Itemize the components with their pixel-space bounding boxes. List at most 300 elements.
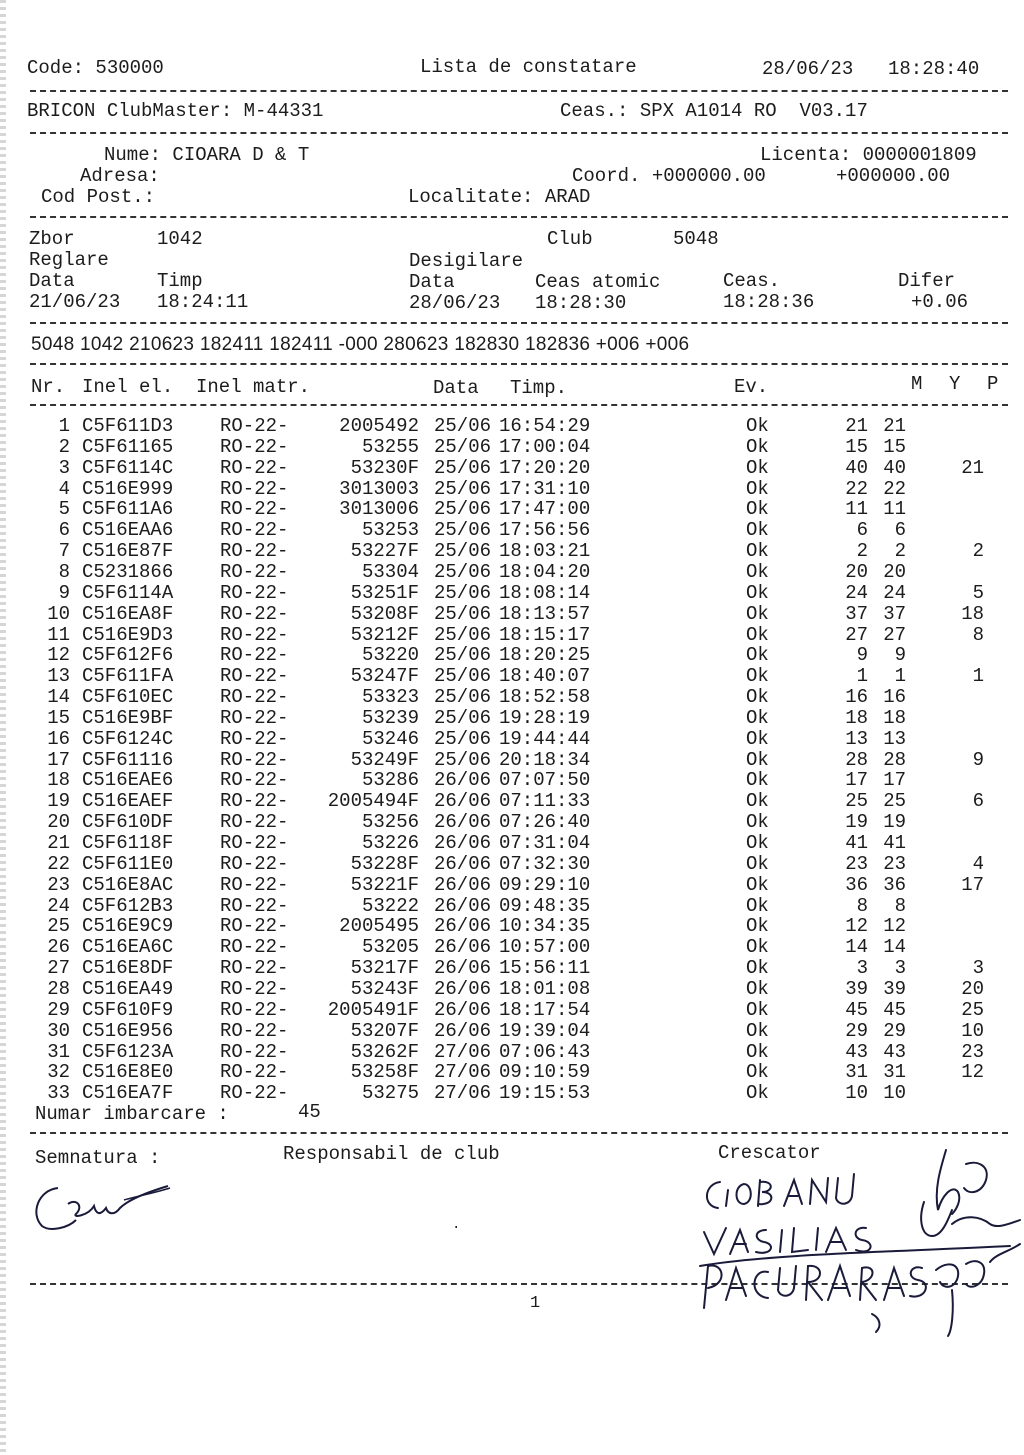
cell-nr: 11 xyxy=(47,623,70,646)
cell-ev: Ok xyxy=(746,977,769,1000)
cell-m: 17 xyxy=(845,769,868,792)
cell-data: 25/06 xyxy=(434,748,492,771)
cell-data: 26/06 xyxy=(434,977,492,1000)
cell-nr: 7 xyxy=(58,540,70,563)
table-row xyxy=(0,416,1024,437)
cell-timp: 19:28:19 xyxy=(499,706,591,729)
cell-inel-matr: 2005495 xyxy=(339,915,419,938)
atomic-clock-time: 18:28:30 xyxy=(535,292,627,314)
cell-ev: Ok xyxy=(746,1040,769,1063)
cell-ev: Ok xyxy=(746,644,769,667)
cell-y: 39 xyxy=(883,977,906,1000)
cell-m: 8 xyxy=(856,894,868,917)
cell-inel-el: C5F6123A xyxy=(82,1040,174,1063)
table-row xyxy=(0,708,1024,729)
cell-ev: Ok xyxy=(746,602,769,625)
cell-m: 13 xyxy=(845,727,868,750)
cell-timp: 19:39:04 xyxy=(499,1019,591,1042)
cell-nr: 28 xyxy=(47,977,70,1000)
table-row xyxy=(0,1042,1024,1063)
cell-ev: Ok xyxy=(746,832,769,854)
cell-inel-el: C5F6114C xyxy=(82,456,174,479)
cell-nr: 12 xyxy=(47,644,70,667)
difference-label: Difer xyxy=(898,270,956,292)
cell-y: 3 xyxy=(894,957,906,980)
cell-y: 43 xyxy=(883,1040,906,1063)
cell-ev: Ok xyxy=(746,706,769,729)
cell-ev: Ok xyxy=(746,811,769,834)
cell-inel-matr: 53212F xyxy=(350,623,419,646)
cell-y: 2 xyxy=(894,540,906,563)
cell-y: 24 xyxy=(883,581,906,604)
cell-nr: 33 xyxy=(47,1082,70,1105)
cell-ring-prefix: RO-22- xyxy=(220,957,289,980)
cell-ev: Ok xyxy=(746,894,769,917)
address-label: Adresa: xyxy=(80,165,160,187)
cell-inel-matr: 53228F xyxy=(350,852,419,875)
cell-y: 1 xyxy=(894,665,906,688)
cell-p: 10 xyxy=(961,1019,984,1042)
table-row xyxy=(0,583,1024,604)
cell-ring-prefix: RO-22- xyxy=(220,811,289,834)
table-row xyxy=(0,791,1024,812)
cell-y: 31 xyxy=(883,1061,906,1084)
cell-nr: 23 xyxy=(47,873,70,896)
table-row xyxy=(0,499,1024,520)
cell-ev: Ok xyxy=(746,936,769,959)
cell-p: 18 xyxy=(961,602,984,625)
cell-inel-el: C516EA6C xyxy=(82,936,174,959)
cell-inel-matr: 53262F xyxy=(350,1040,419,1063)
cell-inel-el: C5F6124C xyxy=(82,727,174,750)
cell-nr: 15 xyxy=(47,706,70,729)
cell-ring-prefix: RO-22- xyxy=(220,977,289,1000)
cell-inel-el: C516EAE6 xyxy=(82,769,174,792)
cell-m: 43 xyxy=(845,1040,868,1063)
cell-m: 1 xyxy=(856,665,868,688)
cell-inel-el: C516E8E0 xyxy=(82,1061,174,1084)
table-row xyxy=(0,437,1024,458)
cell-timp: 17:56:56 xyxy=(499,519,591,542)
cell-m: 39 xyxy=(845,977,868,1000)
cell-ev: Ok xyxy=(746,790,769,813)
cell-ring-prefix: RO-22- xyxy=(220,894,289,917)
table-row xyxy=(0,958,1024,979)
table-row xyxy=(0,562,1024,583)
cell-ring-prefix: RO-22- xyxy=(220,477,289,500)
cell-y: 22 xyxy=(883,477,906,500)
cell-nr: 6 xyxy=(58,519,70,542)
cell-data: 25/06 xyxy=(434,706,492,729)
cell-m: 10 xyxy=(845,1082,868,1105)
cell-inel-matr: 53258F xyxy=(350,1061,419,1084)
cell-ev: Ok xyxy=(746,1061,769,1084)
col-timp: Timp. xyxy=(510,377,568,399)
cell-y: 45 xyxy=(883,998,906,1021)
cell-ring-prefix: RO-22- xyxy=(220,727,289,750)
divider xyxy=(30,132,1008,134)
cell-m: 9 xyxy=(856,644,868,667)
cell-data: 26/06 xyxy=(434,811,492,834)
table-row xyxy=(0,1083,1024,1104)
cell-data: 26/06 xyxy=(434,832,492,854)
cell-inel-matr: 53253 xyxy=(361,519,419,542)
cell-inel-matr: 53205 xyxy=(361,936,419,959)
cell-m: 15 xyxy=(845,435,868,458)
cell-ev: Ok xyxy=(746,623,769,646)
cell-timp: 19:15:53 xyxy=(499,1082,591,1105)
cell-nr: 19 xyxy=(47,790,70,813)
cell-ev: Ok xyxy=(746,498,769,521)
cell-timp: 15:56:11 xyxy=(499,957,591,980)
difference-value: +0.06 xyxy=(911,291,969,313)
desigilare-date: 28/06/23 xyxy=(409,292,501,314)
cell-m: 45 xyxy=(845,998,868,1021)
dot-mark: · xyxy=(452,1220,461,1236)
cell-ev: Ok xyxy=(746,957,769,980)
cell-y: 41 xyxy=(883,832,906,854)
cell-p: 2 xyxy=(972,540,984,563)
cell-ring-prefix: RO-22- xyxy=(220,790,289,813)
cell-inel-matr: 3013003 xyxy=(339,477,419,500)
cell-nr: 29 xyxy=(47,998,70,1021)
breeder-label: Crescator xyxy=(718,1142,821,1164)
cell-y: 19 xyxy=(883,811,906,834)
cell-ring-prefix: RO-22- xyxy=(220,1061,289,1084)
divider xyxy=(30,363,1008,365)
cell-y: 28 xyxy=(883,748,906,771)
cell-timp: 07:32:30 xyxy=(499,852,591,875)
cell-y: 21 xyxy=(883,415,906,437)
cell-m: 23 xyxy=(845,852,868,875)
cell-y: 9 xyxy=(894,644,906,667)
cell-timp: 07:06:43 xyxy=(499,1040,591,1063)
divider xyxy=(30,216,1008,218)
cell-m: 40 xyxy=(845,456,868,479)
table-row xyxy=(0,625,1024,646)
cell-nr: 1 xyxy=(58,415,70,437)
cell-timp: 17:00:04 xyxy=(499,435,591,458)
cell-ring-prefix: RO-22- xyxy=(220,581,289,604)
cell-m: 19 xyxy=(845,811,868,834)
table-row xyxy=(0,687,1024,708)
cell-m: 27 xyxy=(845,623,868,646)
table-row xyxy=(0,645,1024,666)
cell-timp: 18:08:14 xyxy=(499,581,591,604)
cell-m: 36 xyxy=(845,873,868,896)
cell-inel-matr: 53230F xyxy=(350,456,419,479)
cell-ev: Ok xyxy=(746,998,769,1021)
cell-p: 3 xyxy=(972,957,984,980)
cell-inel-el: C516E87F xyxy=(82,540,174,563)
cell-inel-matr: 53243F xyxy=(350,977,419,1000)
club-label: Club xyxy=(547,228,593,250)
cell-timp: 17:47:00 xyxy=(499,498,591,521)
clock-label: Ceas. xyxy=(723,270,781,292)
cell-inel-el: C5F610F9 xyxy=(82,998,174,1021)
cell-ev: Ok xyxy=(746,519,769,542)
cell-ev: Ok xyxy=(746,560,769,583)
cell-data: 26/06 xyxy=(434,936,492,959)
cell-m: 2 xyxy=(856,540,868,563)
cell-data: 26/06 xyxy=(434,1019,492,1042)
breeder-signatures-image xyxy=(690,1140,1024,1340)
cell-inel-matr: 53207F xyxy=(350,1019,419,1042)
cell-m: 37 xyxy=(845,602,868,625)
cell-y: 8 xyxy=(894,894,906,917)
cell-inel-matr: 53239 xyxy=(361,706,419,729)
cell-ev: Ok xyxy=(746,415,769,437)
cell-ev: Ok xyxy=(746,915,769,938)
cell-y: 23 xyxy=(883,852,906,875)
cell-m: 28 xyxy=(845,748,868,771)
cell-timp: 09:10:59 xyxy=(499,1061,591,1084)
cell-nr: 9 xyxy=(58,581,70,604)
cell-m: 41 xyxy=(845,832,868,854)
cell-inel-el: C5F611FA xyxy=(82,665,174,688)
cell-inel-matr: 53275 xyxy=(361,1082,419,1105)
clock-id: Ceas.: SPX A1014 RO V03.17 xyxy=(560,100,868,122)
cell-inel-matr: 53246 xyxy=(361,727,419,750)
table-row xyxy=(0,1021,1024,1042)
cell-data: 25/06 xyxy=(434,581,492,604)
cell-inel-el: C5F612F6 xyxy=(82,644,174,667)
cell-m: 24 xyxy=(845,581,868,604)
cell-inel-el: C516EAA6 xyxy=(82,519,174,542)
cell-inel-el: C5F61165 xyxy=(82,435,174,458)
cell-p: 5 xyxy=(972,581,984,604)
desigilare-data-label: Data xyxy=(409,271,455,293)
cell-inel-el: C516E999 xyxy=(82,477,174,500)
cell-timp: 17:31:10 xyxy=(499,477,591,500)
cell-data: 25/06 xyxy=(434,477,492,500)
header-time: 18:28:40 xyxy=(888,58,980,80)
cell-inel-el: C516E9C9 xyxy=(82,915,174,938)
cell-nr: 18 xyxy=(47,769,70,792)
table-row xyxy=(0,666,1024,687)
cell-data: 27/06 xyxy=(434,1040,492,1063)
clock-time: 18:28:36 xyxy=(723,291,815,313)
cell-nr: 14 xyxy=(47,686,70,709)
cell-data: 25/06 xyxy=(434,560,492,583)
cell-data: 27/06 xyxy=(434,1082,492,1105)
cell-timp: 20:18:34 xyxy=(499,748,591,771)
cell-y: 37 xyxy=(883,602,906,625)
table-row xyxy=(0,479,1024,500)
cell-m: 3 xyxy=(856,957,868,980)
cell-ev: Ok xyxy=(746,477,769,500)
cell-ev: Ok xyxy=(746,1019,769,1042)
cell-nr: 31 xyxy=(47,1040,70,1063)
cell-data: 26/06 xyxy=(434,957,492,980)
cell-timp: 10:57:00 xyxy=(499,936,591,959)
cell-data: 25/06 xyxy=(434,644,492,667)
cell-timp: 18:17:54 xyxy=(499,998,591,1021)
cell-ring-prefix: RO-22- xyxy=(220,602,289,625)
cell-ev: Ok xyxy=(746,748,769,771)
cell-nr: 3 xyxy=(58,456,70,479)
cell-ev: Ok xyxy=(746,581,769,604)
cell-ev: Ok xyxy=(746,769,769,792)
cell-data: 27/06 xyxy=(434,1061,492,1084)
cell-p: 20 xyxy=(961,977,984,1000)
cell-timp: 18:13:57 xyxy=(499,602,591,625)
cell-inel-el: C516E8AC xyxy=(82,873,174,896)
cell-y: 27 xyxy=(883,623,906,646)
cell-data: 25/06 xyxy=(434,686,492,709)
cell-data: 25/06 xyxy=(434,456,492,479)
cell-inel-matr: 53323 xyxy=(361,686,419,709)
cell-m: 6 xyxy=(856,519,868,542)
cell-inel-matr: 53227F xyxy=(350,540,419,563)
cell-m: 14 xyxy=(845,936,868,959)
cell-ring-prefix: RO-22- xyxy=(220,832,289,854)
cell-nr: 13 xyxy=(47,665,70,688)
cell-inel-matr: 2005494F xyxy=(327,790,419,813)
left-signature-image xyxy=(28,1170,178,1240)
table-row xyxy=(0,458,1024,479)
reglare-time: 18:24:11 xyxy=(157,291,249,313)
cell-nr: 21 xyxy=(47,832,70,854)
boarded-count-label: Numar imbarcare : xyxy=(35,1103,229,1125)
cell-inel-el: C5F612B3 xyxy=(82,894,174,917)
cell-nr: 20 xyxy=(47,811,70,834)
table-row xyxy=(0,916,1024,937)
cell-nr: 26 xyxy=(47,936,70,959)
cell-inel-matr: 53221F xyxy=(350,873,419,896)
col-inel-matr: Inel matr. xyxy=(196,376,311,398)
document-title: Lista de constatare xyxy=(420,56,637,78)
table-row xyxy=(0,875,1024,896)
reglare-timp-label: Timp xyxy=(157,270,203,292)
cell-inel-matr: 53249F xyxy=(350,748,419,771)
cell-y: 36 xyxy=(883,873,906,896)
cell-inel-matr: 53208F xyxy=(350,602,419,625)
cell-data: 25/06 xyxy=(434,519,492,542)
cell-ring-prefix: RO-22- xyxy=(220,769,289,792)
table-row xyxy=(0,854,1024,875)
cell-inel-matr: 53251F xyxy=(350,581,419,604)
divider xyxy=(30,1132,1008,1134)
divider xyxy=(30,322,1008,324)
table-row xyxy=(0,1000,1024,1021)
cell-y: 25 xyxy=(883,790,906,813)
cell-ring-prefix: RO-22- xyxy=(220,852,289,875)
table-row xyxy=(0,604,1024,625)
cell-data: 26/06 xyxy=(434,790,492,813)
cell-p: 8 xyxy=(972,623,984,646)
cell-timp: 18:20:25 xyxy=(499,644,591,667)
cell-y: 13 xyxy=(883,727,906,750)
cell-y: 6 xyxy=(894,519,906,542)
col-m: M xyxy=(911,373,923,395)
cell-ev: Ok xyxy=(746,665,769,688)
summary-code-line: 5048 1042 210623 182411 182411 -000 280623 182830 182836 +006 +006 xyxy=(31,334,690,355)
cell-p: 6 xyxy=(972,790,984,813)
cell-m: 18 xyxy=(845,706,868,729)
cell-ring-prefix: RO-22- xyxy=(220,435,289,458)
cell-inel-matr: 53304 xyxy=(361,560,419,583)
desigilare-label: Desigilare xyxy=(409,250,524,272)
cell-ring-prefix: RO-22- xyxy=(220,748,289,771)
cell-timp: 18:52:58 xyxy=(499,686,591,709)
cell-inel-el: C516E956 xyxy=(82,1019,174,1042)
cell-y: 15 xyxy=(883,435,906,458)
col-nr: Nr. xyxy=(31,376,66,398)
table-row xyxy=(0,937,1024,958)
page-number: 1 xyxy=(530,1294,541,1313)
club-responsible-label: Responsabil de club xyxy=(283,1143,500,1165)
reglare-label: Reglare xyxy=(29,249,109,271)
cell-m: 25 xyxy=(845,790,868,813)
cell-data: 25/06 xyxy=(434,415,492,437)
flight-number: 1042 xyxy=(157,228,203,250)
club-number: 5048 xyxy=(673,228,719,250)
cell-y: 18 xyxy=(883,706,906,729)
signature-label: Semnatura : xyxy=(35,1147,161,1169)
cell-p: 12 xyxy=(961,1061,984,1084)
cell-y: 17 xyxy=(883,769,906,792)
cell-ev: Ok xyxy=(746,435,769,458)
cell-timp: 16:54:29 xyxy=(499,415,591,437)
cell-ring-prefix: RO-22- xyxy=(220,456,289,479)
cell-nr: 25 xyxy=(47,915,70,938)
cell-nr: 22 xyxy=(47,852,70,875)
cell-ring-prefix: RO-22- xyxy=(220,665,289,688)
cell-ev: Ok xyxy=(746,852,769,875)
cell-ev: Ok xyxy=(746,456,769,479)
cell-p: 21 xyxy=(961,456,984,479)
reglare-data-label: Data xyxy=(29,270,75,292)
cell-inel-matr: 53220 xyxy=(361,644,419,667)
cell-ring-prefix: RO-22- xyxy=(220,915,289,938)
cell-inel-el: C516EAEF xyxy=(82,790,174,813)
cell-ring-prefix: RO-22- xyxy=(220,706,289,729)
cell-data: 26/06 xyxy=(434,852,492,875)
cell-inel-matr: 53217F xyxy=(350,957,419,980)
cell-timp: 07:31:04 xyxy=(499,832,591,854)
cell-data: 25/06 xyxy=(434,498,492,521)
cell-p: 17 xyxy=(961,873,984,896)
cell-inel-el: C5F611D3 xyxy=(82,415,174,437)
cell-m: 29 xyxy=(845,1019,868,1042)
cell-inel-el: C5F6118F xyxy=(82,832,174,854)
cell-y: 14 xyxy=(883,936,906,959)
divider xyxy=(30,404,1008,406)
coord-longitude: +000000.00 xyxy=(836,165,951,187)
cell-inel-el: C5F6114A xyxy=(82,581,174,604)
cell-timp: 18:40:07 xyxy=(499,665,591,688)
flight-label: Zbor xyxy=(29,228,75,250)
cell-timp: 18:01:08 xyxy=(499,977,591,1000)
cell-y: 11 xyxy=(883,498,906,521)
cell-ev: Ok xyxy=(746,540,769,563)
cell-ring-prefix: RO-22- xyxy=(220,644,289,667)
cell-timp: 19:44:44 xyxy=(499,727,591,750)
cell-inel-el: C5F61116 xyxy=(82,748,174,771)
cell-ring-prefix: RO-22- xyxy=(220,998,289,1021)
cell-data: 26/06 xyxy=(434,873,492,896)
cell-timp: 18:15:17 xyxy=(499,623,591,646)
cell-ring-prefix: RO-22- xyxy=(220,415,289,437)
cell-inel-el: C516E9D3 xyxy=(82,623,174,646)
cell-data: 26/06 xyxy=(434,894,492,917)
cell-y: 12 xyxy=(883,915,906,938)
postal-code-label: Cod Post.: xyxy=(41,186,156,208)
cell-m: 16 xyxy=(845,686,868,709)
boarded-count: 45 xyxy=(298,1101,321,1123)
cell-ev: Ok xyxy=(746,727,769,750)
